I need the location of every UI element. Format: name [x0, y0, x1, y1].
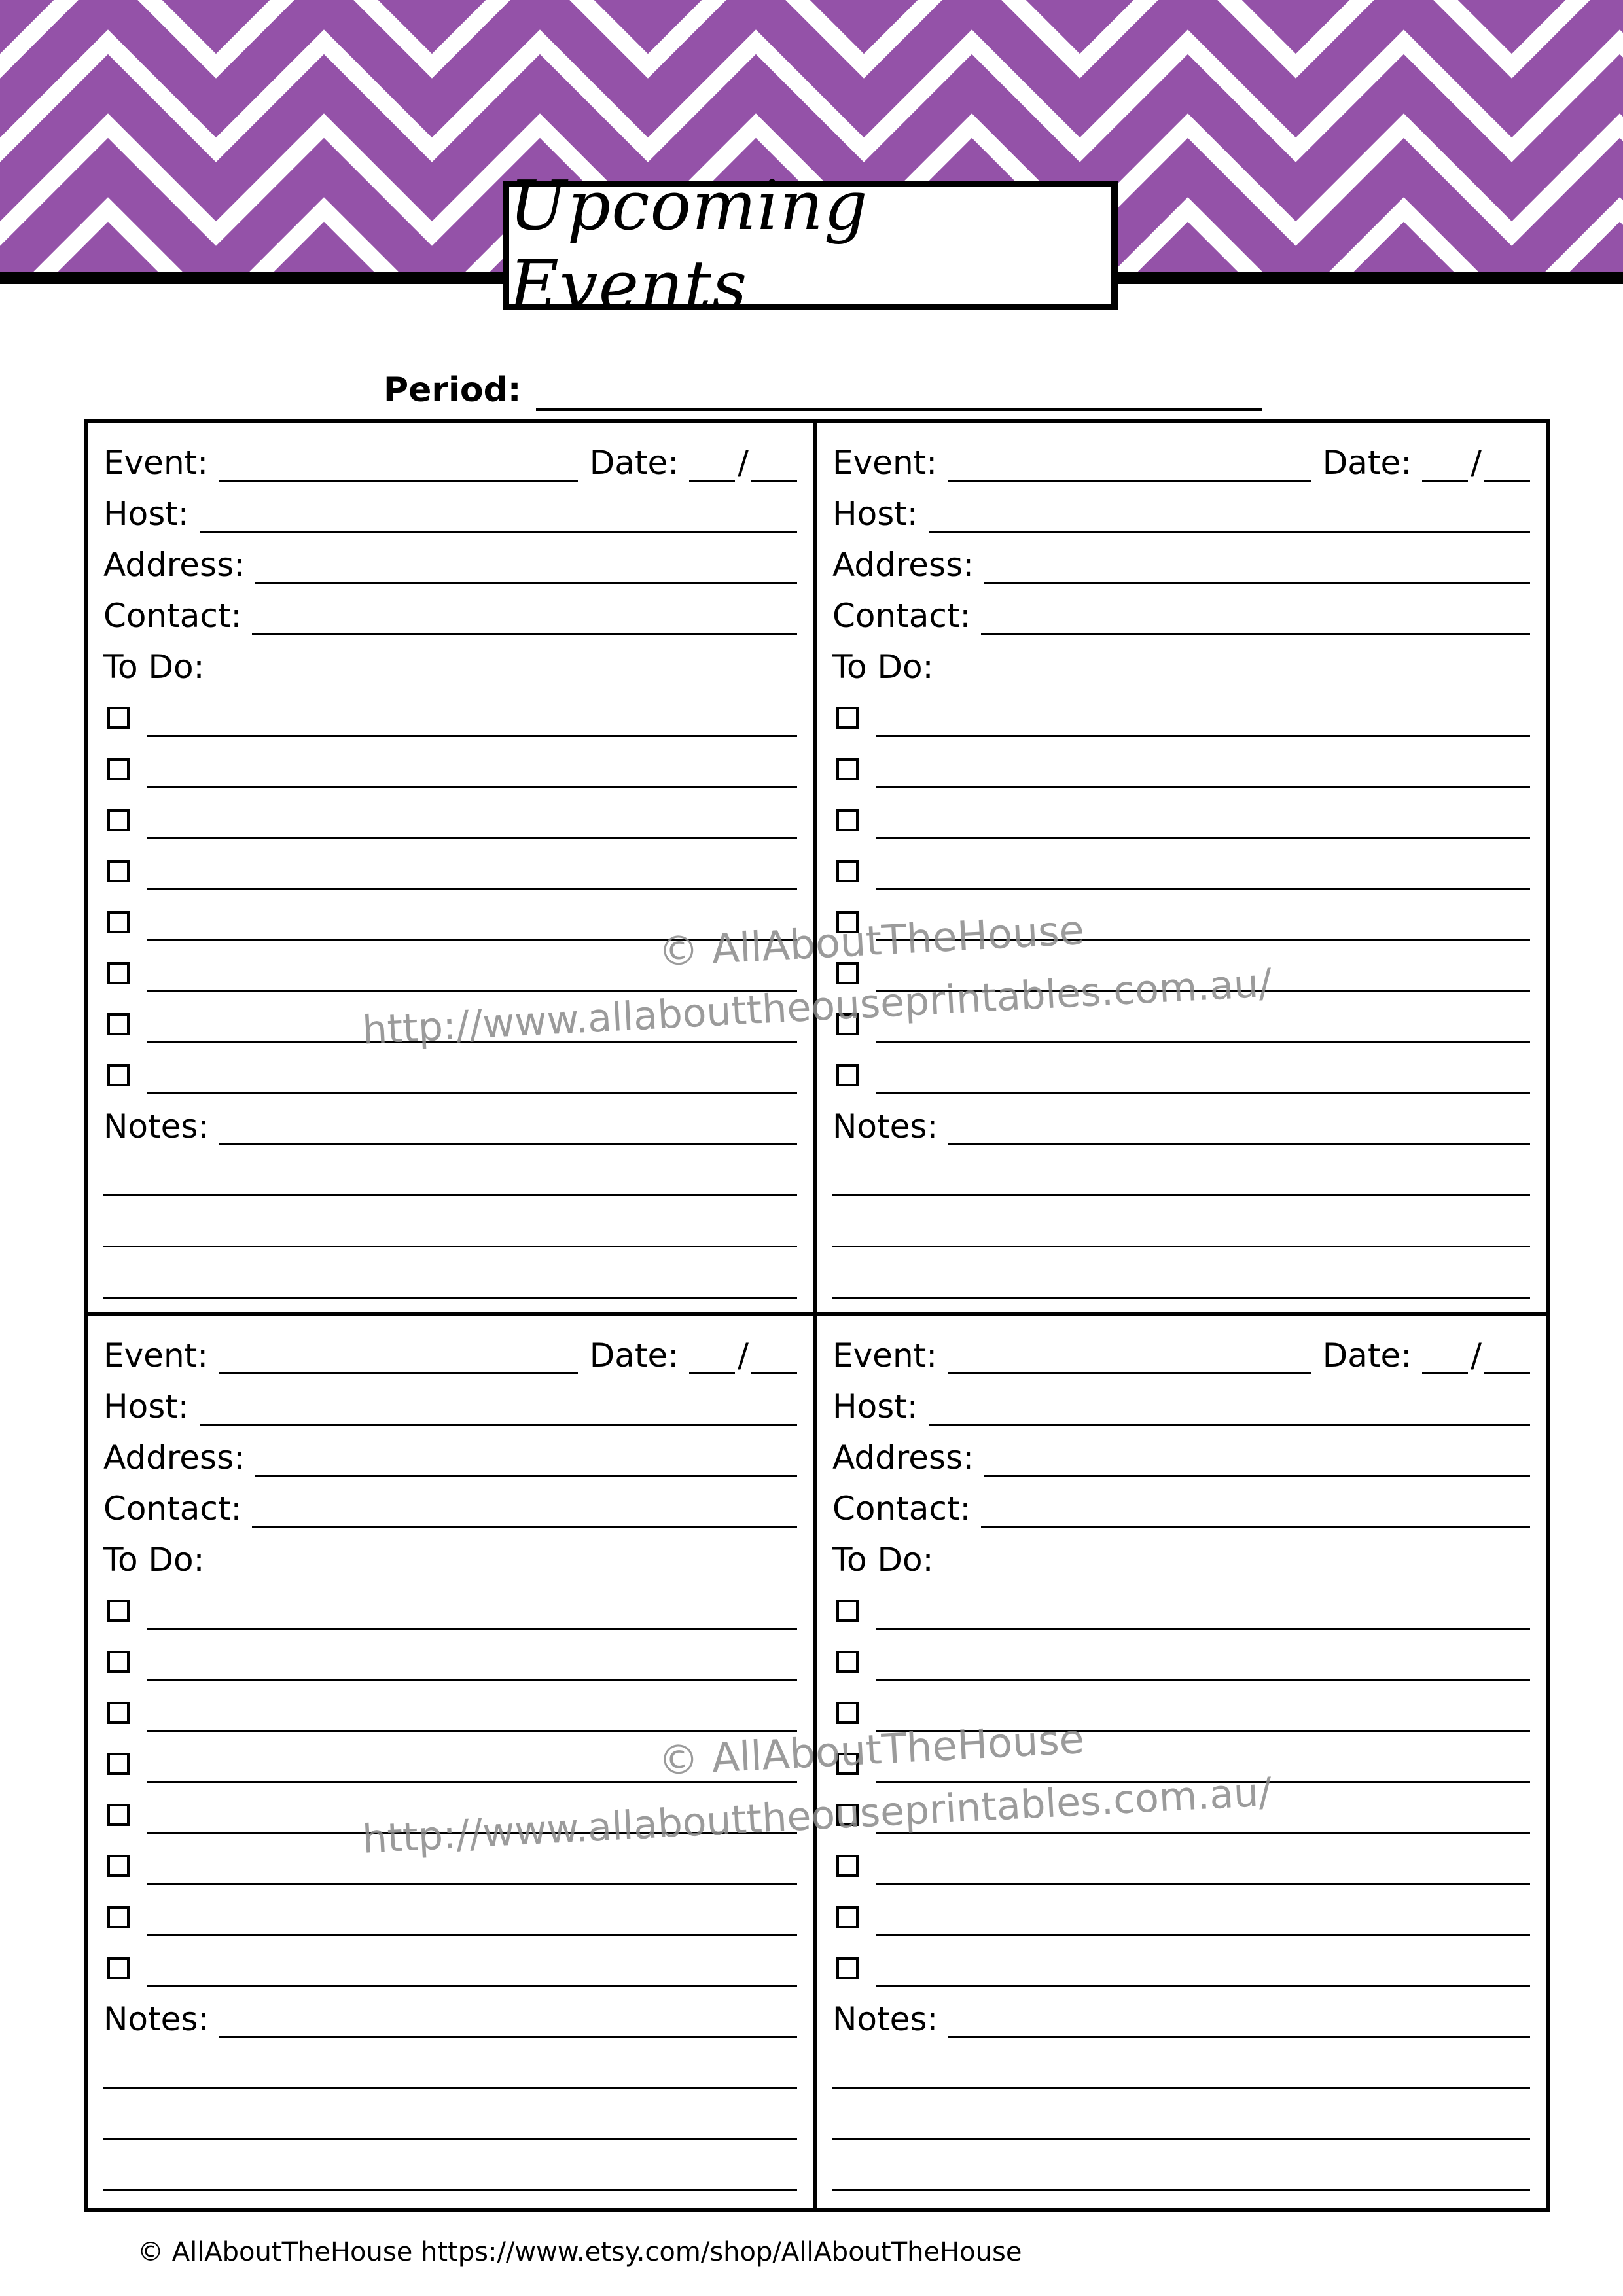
- todo-checkbox[interactable]: [107, 758, 130, 780]
- host-input-line[interactable]: [200, 1384, 797, 1426]
- todo-input-line[interactable]: [876, 1640, 1530, 1681]
- notes-input-line[interactable]: [832, 1257, 1530, 1299]
- notes-input-line[interactable]: [832, 2048, 1530, 2089]
- notes-line-row: [103, 2093, 797, 2144]
- todo-checkbox[interactable]: [107, 962, 130, 984]
- date-day-line[interactable]: [689, 1333, 735, 1374]
- todo-input-line[interactable]: [876, 951, 1530, 992]
- todo-input-line[interactable]: [876, 798, 1530, 839]
- notes-input-line[interactable]: [219, 1997, 797, 2038]
- todo-checkbox[interactable]: [836, 1957, 859, 1979]
- contact-input-line[interactable]: [981, 594, 1530, 635]
- period-row: [383, 361, 1262, 411]
- events-grid: [84, 419, 1550, 2212]
- todo-item: [832, 945, 1530, 996]
- date-month-line[interactable]: [751, 1333, 797, 1374]
- notes-line-row: [832, 1251, 1530, 1302]
- address-input-line[interactable]: [255, 543, 797, 584]
- notes-line-row: [103, 1149, 797, 1200]
- notes-input-line[interactable]: [219, 1104, 797, 1145]
- watermark-url: http://www.allabouttheouseprintables.com.au/: [361, 960, 1273, 1054]
- date-separator: /: [1471, 444, 1482, 482]
- event-label: Event:: [832, 444, 938, 482]
- todo-checkbox[interactable]: [836, 1651, 859, 1673]
- todo-item: [832, 690, 1530, 741]
- todo-label: To Do:: [103, 1541, 205, 1579]
- todo-label: To Do:: [832, 648, 934, 686]
- todo-item: [103, 945, 797, 996]
- contact-row: [103, 1480, 797, 1532]
- todo-heading-row: [832, 1532, 1530, 1583]
- contact-input-line[interactable]: [252, 594, 797, 635]
- notes-input-line[interactable]: [832, 1206, 1530, 1247]
- date-label: Date:: [589, 444, 679, 482]
- todo-item: [832, 1583, 1530, 1634]
- todo-input-line[interactable]: [147, 1053, 797, 1094]
- notes-line-row: [832, 2144, 1530, 2195]
- todo-input-line[interactable]: [876, 1691, 1530, 1732]
- todo-label: To Do:: [103, 648, 205, 686]
- notes-line-row: [103, 1200, 797, 1251]
- todo-input-line[interactable]: [876, 1053, 1530, 1094]
- notes-line-row: [832, 1149, 1530, 1200]
- todo-item: [103, 1889, 797, 1940]
- host-row: [103, 486, 797, 537]
- event-row: [103, 1327, 797, 1378]
- host-input-line[interactable]: [929, 492, 1530, 533]
- todo-item: [103, 1838, 797, 1889]
- todo-item: [103, 1634, 797, 1685]
- date-separator: /: [738, 444, 749, 482]
- contact-input-line[interactable]: [252, 1486, 797, 1528]
- todo-input-line[interactable]: [147, 1844, 797, 1885]
- date-label: Date:: [589, 1336, 679, 1374]
- todo-input-line[interactable]: [147, 1002, 797, 1043]
- event-card: [88, 423, 817, 1316]
- notes-label: Notes:: [832, 2000, 938, 2038]
- notes-input-line[interactable]: [948, 1997, 1530, 2038]
- address-input-line[interactable]: [984, 1435, 1530, 1477]
- date-day-line[interactable]: [689, 440, 735, 482]
- todo-item: [832, 1685, 1530, 1736]
- watermark-url: http://www.allabouttheouseprintables.com.au/: [361, 1769, 1273, 1863]
- todo-item: [103, 1583, 797, 1634]
- date-day-line[interactable]: [1422, 440, 1468, 482]
- todo-checkbox[interactable]: [836, 1013, 859, 1035]
- notes-input-line[interactable]: [948, 1104, 1530, 1145]
- todo-input-line[interactable]: [147, 747, 797, 788]
- todo-checkbox[interactable]: [107, 809, 130, 831]
- todo-input-line[interactable]: [147, 1895, 797, 1936]
- todo-input-line[interactable]: [147, 849, 797, 890]
- todo-input-line[interactable]: [147, 1946, 797, 1987]
- todo-checkbox[interactable]: [836, 962, 859, 984]
- todo-checkbox[interactable]: [107, 1702, 130, 1724]
- host-label: Host:: [832, 495, 918, 533]
- title-box: [503, 166, 1118, 325]
- event-label: Event:: [103, 1336, 209, 1374]
- notes-line-row: [103, 2042, 797, 2093]
- todo-item: [832, 1787, 1530, 1838]
- todo-input-line[interactable]: [876, 1895, 1530, 1936]
- event-input-line[interactable]: [948, 1333, 1311, 1374]
- notes-input-line[interactable]: [103, 1155, 797, 1196]
- contact-input-line[interactable]: [981, 1486, 1530, 1528]
- watermark-copyright: © AllAboutTheHouse: [657, 905, 1086, 976]
- notes-row: [103, 1098, 797, 1149]
- host-label: Host:: [103, 495, 189, 533]
- event-input-line[interactable]: [219, 440, 578, 482]
- todo-checkbox[interactable]: [107, 1013, 130, 1035]
- address-row: [103, 537, 797, 588]
- todo-item: [103, 996, 797, 1047]
- notes-row: [103, 1991, 797, 2042]
- notes-input-line[interactable]: [103, 1206, 797, 1247]
- event-input-line[interactable]: [219, 1333, 578, 1374]
- notes-label: Notes:: [103, 1107, 209, 1145]
- watermark-copyright: © AllAboutTheHouse: [657, 1714, 1086, 1785]
- todo-input-line[interactable]: [147, 798, 797, 839]
- event-label: Event:: [103, 444, 209, 482]
- todo-item: [832, 894, 1530, 945]
- notes-input-line[interactable]: [103, 1257, 797, 1299]
- notes-row: [832, 1098, 1530, 1149]
- date-month-line[interactable]: [751, 440, 797, 482]
- todo-input-line[interactable]: [876, 849, 1530, 890]
- date-month-line[interactable]: [1484, 440, 1530, 482]
- todo-checkbox[interactable]: [836, 809, 859, 831]
- todo-item: [832, 1634, 1530, 1685]
- notes-row: [832, 1991, 1530, 2042]
- contact-label: Contact:: [103, 597, 242, 635]
- contact-row: [832, 588, 1530, 639]
- event-row: [832, 1327, 1530, 1378]
- host-input-line[interactable]: [200, 492, 797, 533]
- event-card: [88, 1316, 817, 2208]
- date-month-line[interactable]: [1484, 1333, 1530, 1374]
- todo-checkbox[interactable]: [836, 1804, 859, 1826]
- todo-checkbox[interactable]: [107, 1651, 130, 1673]
- todo-input-line[interactable]: [147, 1691, 797, 1732]
- period-input-line[interactable]: [536, 372, 1262, 411]
- todo-item: [103, 792, 797, 843]
- todo-checkbox[interactable]: [107, 911, 130, 933]
- event-row: [832, 435, 1530, 486]
- notes-input-line[interactable]: [832, 1155, 1530, 1196]
- todo-input-line[interactable]: [876, 1742, 1530, 1783]
- address-input-line[interactable]: [255, 1435, 797, 1477]
- todo-input-line[interactable]: [147, 1588, 797, 1630]
- footer-credit: © AllAboutTheHouse https://www.etsy.com/shop/AllAboutTheHouse: [137, 2237, 1022, 2267]
- todo-checkbox[interactable]: [836, 758, 859, 780]
- todo-checkbox[interactable]: [836, 707, 859, 729]
- todo-checkbox[interactable]: [836, 1064, 859, 1086]
- todo-item: [103, 690, 797, 741]
- todo-item: [832, 741, 1530, 792]
- host-row: [832, 1378, 1530, 1429]
- todo-checkbox[interactable]: [107, 860, 130, 882]
- todo-checkbox[interactable]: [107, 1753, 130, 1775]
- notes-input-line[interactable]: [103, 2150, 797, 2191]
- address-row: [103, 1429, 797, 1480]
- contact-row: [832, 1480, 1530, 1532]
- todo-item: [832, 1047, 1530, 1098]
- todo-checkbox[interactable]: [836, 1600, 859, 1622]
- todo-item: [832, 1940, 1530, 1991]
- date-separator: /: [1471, 1336, 1482, 1374]
- todo-input-line[interactable]: [876, 696, 1530, 737]
- todo-checkbox[interactable]: [107, 1064, 130, 1086]
- todo-checkbox[interactable]: [836, 1906, 859, 1928]
- notes-input-line[interactable]: [832, 2099, 1530, 2140]
- date-day-line[interactable]: [1422, 1333, 1468, 1374]
- contact-label: Contact:: [832, 597, 971, 635]
- event-card: [817, 423, 1546, 1316]
- todo-input-line[interactable]: [147, 1793, 797, 1834]
- todo-heading-row: [103, 1532, 797, 1583]
- todo-item: [103, 1940, 797, 1991]
- todo-input-line[interactable]: [876, 900, 1530, 941]
- todo-checkbox[interactable]: [107, 1957, 130, 1979]
- notes-input-line[interactable]: [832, 2150, 1530, 2191]
- todo-checkbox[interactable]: [107, 1906, 130, 1928]
- todo-label: To Do:: [832, 1541, 934, 1579]
- todo-item: [832, 996, 1530, 1047]
- period-label: Period:: [383, 370, 522, 410]
- address-input-line[interactable]: [984, 543, 1530, 584]
- todo-input-line[interactable]: [147, 1742, 797, 1783]
- host-label: Host:: [832, 1388, 918, 1426]
- host-row: [832, 486, 1530, 537]
- todo-input-line[interactable]: [147, 1640, 797, 1681]
- todo-item: [832, 1736, 1530, 1787]
- todo-item: [103, 894, 797, 945]
- date-label: Date:: [1322, 444, 1412, 482]
- page-title: Upcoming Events: [509, 166, 868, 325]
- contact-label: Contact:: [103, 1490, 242, 1528]
- todo-input-line[interactable]: [147, 951, 797, 992]
- event-card: [817, 1316, 1546, 2208]
- address-label: Address:: [832, 546, 974, 584]
- todo-input-line[interactable]: [876, 1946, 1530, 1987]
- contact-label: Contact:: [832, 1490, 971, 1528]
- notes-label: Notes:: [103, 2000, 209, 2038]
- todo-input-line[interactable]: [876, 1588, 1530, 1630]
- address-row: [832, 1429, 1530, 1480]
- todo-checkbox[interactable]: [836, 1753, 859, 1775]
- date-label: Date:: [1322, 1336, 1412, 1374]
- address-label: Address:: [103, 1439, 245, 1477]
- event-input-line[interactable]: [948, 440, 1311, 482]
- address-row: [832, 537, 1530, 588]
- todo-item: [832, 1838, 1530, 1889]
- host-input-line[interactable]: [929, 1384, 1530, 1426]
- todo-checkbox[interactable]: [107, 1804, 130, 1826]
- todo-item: [832, 843, 1530, 894]
- contact-row: [103, 588, 797, 639]
- todo-input-line[interactable]: [876, 1793, 1530, 1834]
- todo-item: [103, 1736, 797, 1787]
- todo-checkbox[interactable]: [836, 1702, 859, 1724]
- todo-heading-row: [103, 639, 797, 690]
- event-row: [103, 435, 797, 486]
- notes-line-row: [103, 1251, 797, 1302]
- notes-input-line[interactable]: [103, 2099, 797, 2140]
- host-label: Host:: [103, 1388, 189, 1426]
- todo-checkbox[interactable]: [836, 860, 859, 882]
- notes-line-row: [832, 1200, 1530, 1251]
- todo-input-line[interactable]: [876, 1002, 1530, 1043]
- todo-heading-row: [832, 639, 1530, 690]
- todo-checkbox[interactable]: [107, 1600, 130, 1622]
- todo-checkbox[interactable]: [836, 911, 859, 933]
- todo-input-line[interactable]: [876, 1844, 1530, 1885]
- todo-item: [832, 1889, 1530, 1940]
- notes-input-line[interactable]: [103, 2048, 797, 2089]
- todo-item: [103, 1047, 797, 1098]
- todo-checkbox[interactable]: [836, 1855, 859, 1877]
- todo-item: [103, 843, 797, 894]
- todo-item: [832, 792, 1530, 843]
- notes-label: Notes:: [832, 1107, 938, 1145]
- todo-input-line[interactable]: [147, 696, 797, 737]
- todo-input-line[interactable]: [147, 900, 797, 941]
- notes-line-row: [832, 2042, 1530, 2093]
- todo-item: [103, 1685, 797, 1736]
- todo-item: [103, 1787, 797, 1838]
- event-label: Event:: [832, 1336, 938, 1374]
- todo-checkbox[interactable]: [107, 1855, 130, 1877]
- address-label: Address:: [103, 546, 245, 584]
- todo-item: [103, 741, 797, 792]
- date-separator: /: [738, 1336, 749, 1374]
- todo-input-line[interactable]: [876, 747, 1530, 788]
- todo-checkbox[interactable]: [107, 707, 130, 729]
- notes-line-row: [832, 2093, 1530, 2144]
- notes-line-row: [103, 2144, 797, 2195]
- address-label: Address:: [832, 1439, 974, 1477]
- host-row: [103, 1378, 797, 1429]
